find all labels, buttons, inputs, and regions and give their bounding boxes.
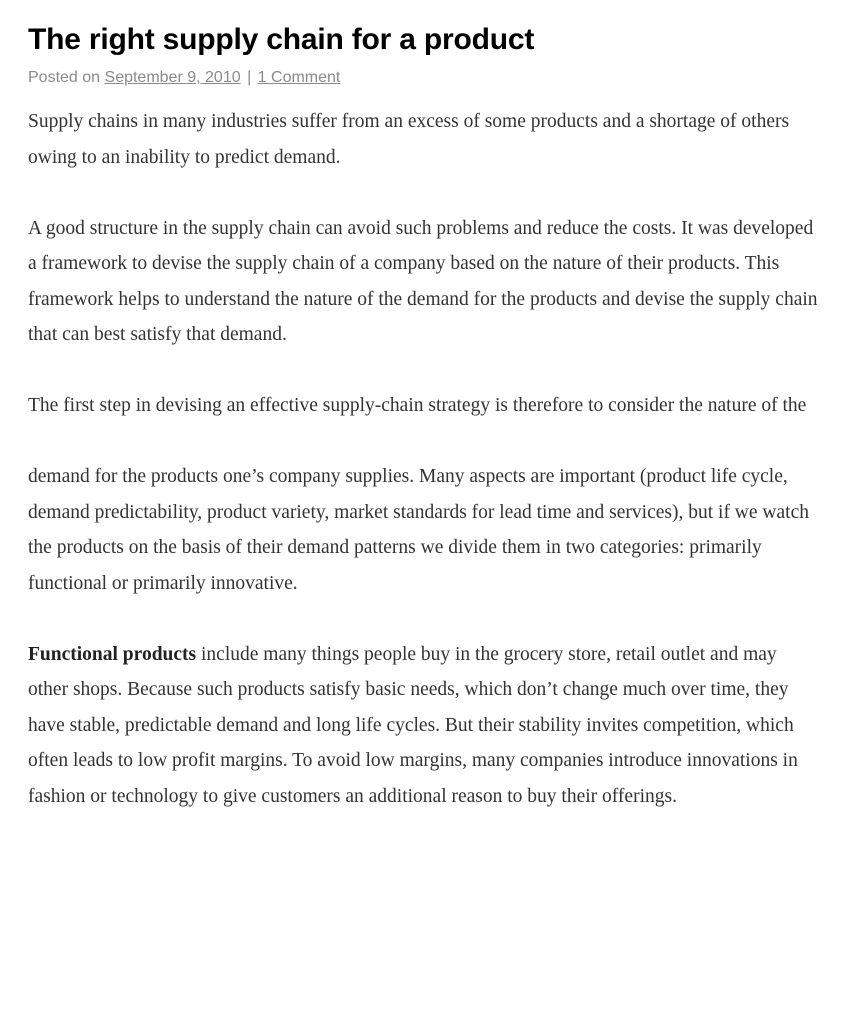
functional-products-term: Functional products bbox=[28, 643, 197, 665]
paragraph-demand: demand for the products one’s company supplies. Many aspects are important (product life cycle, demand predictability, product variety, market standards for lead time and services), but if we watch the products on the basis of their demand patterns we divide them in two categories: primarily functional or primarily innovative. bbox=[28, 466, 809, 594]
paragraph-functional-products bbox=[28, 637, 818, 815]
paragraph-intro: Supply chains in many industries suffer from an excess of some products and a shortage of others owing to an inability to predict demand. bbox=[28, 111, 790, 168]
post-title: The right supply chain for a product bbox=[28, 23, 535, 56]
post-meta bbox=[28, 68, 818, 88]
paragraph-framework: A good structure in the supply chain can avoid such problems and reduce the costs. It was developed a framework to devise the supply chain of a company based on the nature of their products. This framework helps to understand the nature of the demand for the products and devise the supply chain that can best satisfy that demand. bbox=[28, 217, 818, 345]
post-content bbox=[28, 104, 818, 814]
post-date-link[interactable]: September 9, 2010 bbox=[104, 69, 241, 86]
comments-link[interactable]: 1 Comment bbox=[257, 69, 341, 86]
functional-products-text: include many things people buy in the grocery store, retail outlet and may other shops. Because such products satisfy basic needs, which don’t change much over time, they have stable, predictable demand and long life cycles. But their stability invites competition, which often leads to low profit margins. To avoid low margins, many companies introduce innovations in fashion or technology to give customers an additional reason to buy their offerings. bbox=[28, 643, 798, 807]
meta-separator: | bbox=[247, 69, 252, 86]
posted-on-label: Posted on bbox=[28, 69, 101, 86]
paragraph-first-step: The first step in devising an effective supply-chain strategy is therefore to consider the nature of the bbox=[28, 395, 807, 416]
blog-post bbox=[28, 22, 818, 814]
